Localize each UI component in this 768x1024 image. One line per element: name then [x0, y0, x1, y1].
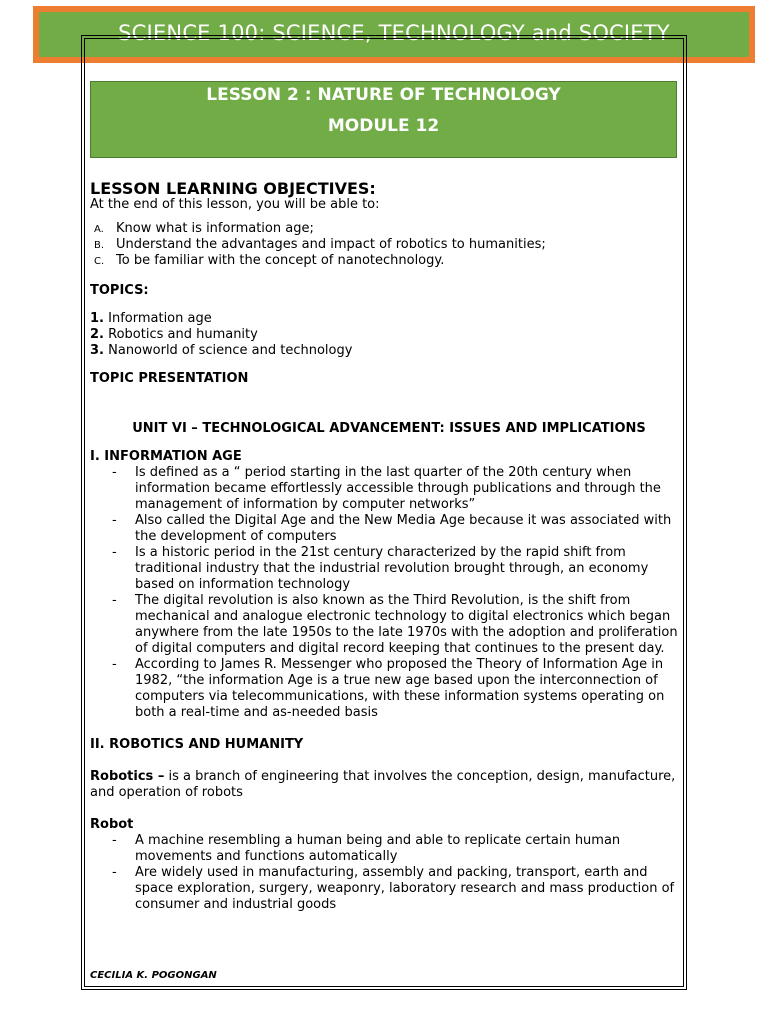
list-item-text: Is defined as a “ period starting in the last quarter of the 20th century when information became effortlessly accessible through publications and through the management of information by computer networks”: [135, 465, 661, 512]
list-item: [90, 593, 680, 657]
robot-list: [90, 833, 680, 913]
dash-marker: -: [112, 657, 117, 672]
objective-marker: A.: [94, 224, 104, 235]
list-item-text: Is a historic period in the 21st century characterized by the rapid shift from traditional industry that the industrial revolution brought through, an economy based on information technology: [135, 545, 649, 592]
list-item-text: Also called the Digital Age and the New Media Age because it was associated with the development of computers: [135, 513, 672, 544]
list-item: [90, 833, 680, 865]
topic-item: [90, 343, 680, 359]
dash-marker: -: [112, 465, 117, 480]
topic-item: [90, 311, 680, 327]
topic-text: Robotics and humanity: [108, 327, 258, 342]
dash-marker: -: [112, 545, 117, 560]
lesson-title: LESSON 2 : NATURE OF TECHNOLOGY: [206, 85, 561, 105]
robotics-definition-text: is a branch of engineering that involves the conception, design, manufacture, and operation of robots: [90, 769, 676, 800]
topic-text: Information age: [108, 311, 212, 326]
list-item: [90, 513, 680, 545]
list-item-text: A machine resembling a human being and able to replicate certain human movements and functions automatically: [135, 833, 621, 864]
objective-item: [92, 253, 680, 269]
dash-marker: -: [112, 833, 117, 848]
objectives-heading: LESSON LEARNING OBJECTIVES:: [90, 179, 376, 198]
objectives-intro: At the end of this lesson, you will be able to:: [90, 197, 380, 212]
list-item: [90, 545, 680, 593]
objectives-list: [90, 221, 680, 269]
objective-text: Know what is information age;: [116, 221, 314, 236]
section-heading-information-age: I. INFORMATION AGE: [90, 449, 242, 464]
topic-number: 1.: [90, 311, 104, 326]
objective-marker: B.: [94, 240, 105, 251]
topic-number: 2.: [90, 327, 104, 342]
robotics-term: Robotics –: [90, 769, 165, 784]
topics-heading: TOPICS:: [90, 283, 149, 298]
list-item: [90, 465, 680, 513]
topic-presentation-heading: TOPIC PRESENTATION: [90, 371, 249, 386]
topic-item: [90, 327, 680, 343]
objective-marker: C.: [94, 256, 105, 267]
lesson-content: [90, 178, 680, 913]
objective-text: To be familiar with the concept of nanotechnology.: [116, 253, 445, 268]
unit-heading: UNIT VI – TECHNOLOGICAL ADVANCEMENT: ISSUES AND IMPLICATIONS: [132, 421, 646, 436]
author-footer: CECILIA K. POGONGAN: [90, 970, 217, 981]
course-title: SCIENCE 100: SCIENCE, TECHNOLOGY and SOCIETY: [118, 21, 670, 45]
dash-marker: -: [112, 865, 117, 880]
list-item-text: The digital revolution is also known as the Third Revolution, is the shift from mechanical and analogue electronic technology to digital electronics which began anywhere from the late 1950s to the late 1970s with the adoption and proliferation of digital computers and digital record keeping that continues to the present day.: [135, 593, 678, 656]
list-item: [90, 865, 680, 913]
robotics-definition: [90, 769, 680, 801]
information-age-list: [90, 465, 680, 721]
lesson-header-box: [90, 81, 677, 158]
module-title: MODULE 12: [327, 116, 440, 136]
list-item: [90, 657, 680, 721]
dash-marker: -: [112, 513, 117, 528]
list-item-text: According to James R. Messenger who proposed the Theory of Information Age in 1982, “the information Age is a true new age based upon the interconnection of computers via telecommunications, with these information systems operating on both a real-time and as-needed basis: [135, 657, 665, 720]
topic-number: 3.: [90, 343, 104, 358]
section-heading-robotics: II. ROBOTICS AND HUMANITY: [90, 737, 304, 752]
objective-item: [92, 237, 680, 253]
topics-list: [90, 311, 680, 359]
robot-heading: Robot: [90, 817, 134, 832]
list-item-text: Are widely used in manufacturing, assembly and packing, transport, earth and space exploration, surgery, weaponry, laboratory research and mass production of consumer and industrial goods: [135, 865, 675, 912]
dash-marker: -: [112, 593, 117, 608]
topic-text: Nanoworld of science and technology: [108, 343, 353, 358]
objective-text: Understand the advantages and impact of robotics to humanities;: [116, 237, 546, 252]
objective-item: [92, 221, 680, 237]
